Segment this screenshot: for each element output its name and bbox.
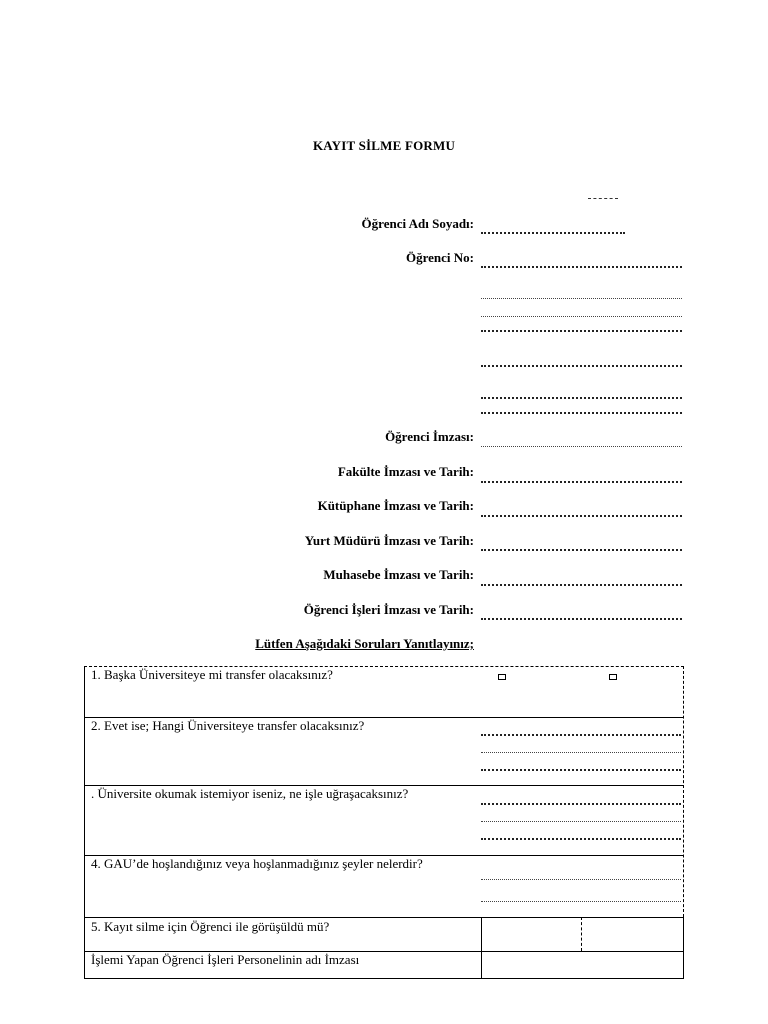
student-signature-line[interactable] — [481, 446, 682, 447]
student-affairs-signature-label: Öğrenci İşleri İmzası ve Tarih: — [303, 602, 474, 617]
answer-line[interactable] — [481, 734, 681, 736]
answer-line[interactable] — [481, 769, 681, 771]
decorative-dash — [588, 198, 618, 199]
question-3: . Üniversite okumak istemiyor iseniz, ne işle uğraşacaksınız? — [91, 786, 409, 801]
answer-line[interactable] — [481, 803, 681, 805]
dorm-signature-label: Yurt Müdürü İmzası ve Tarih: — [304, 533, 474, 548]
answer-line[interactable] — [481, 879, 681, 880]
student-affairs-signature-line[interactable] — [481, 618, 682, 620]
answer-line[interactable] — [481, 901, 681, 902]
library-signature-line[interactable] — [481, 515, 682, 517]
no-answer-cell[interactable] — [582, 918, 682, 951]
question-5: 5. Kayıt silme için Öğrenci ile görüşüldü mü? — [91, 919, 330, 934]
instruction-text: Lütfen Aşağıdaki Soruları Yanıtlayınız; — [255, 636, 474, 651]
table-border-bottom — [84, 978, 684, 979]
table-border-left — [84, 666, 85, 979]
answer-line[interactable] — [481, 821, 681, 822]
questions-table — [84, 666, 684, 979]
faculty-signature-label: Fakülte İmzası ve Tarih: — [337, 464, 474, 479]
blank-line[interactable] — [481, 397, 682, 399]
dorm-signature-line[interactable] — [481, 549, 682, 551]
blank-line[interactable] — [481, 412, 682, 414]
blank-line[interactable] — [481, 316, 682, 317]
accounting-signature-label: Muhasebe İmzası ve Tarih: — [323, 567, 474, 582]
student-name-line[interactable] — [481, 232, 625, 234]
form-title: KAYIT SİLME FORMU — [312, 138, 456, 153]
library-signature-label: Kütüphane İmzası ve Tarih: — [317, 498, 474, 513]
staff-signature-cell[interactable] — [482, 952, 682, 978]
student-no-label: Öğrenci No: — [406, 250, 474, 265]
blank-line[interactable] — [481, 365, 682, 367]
yes-checkbox[interactable] — [498, 674, 506, 680]
question-4: 4. GAU’de hoşlandığınız veya hoşlanmadığınız şeyler nelerdir? — [91, 856, 423, 871]
student-no-line[interactable] — [481, 266, 682, 268]
table-border-right — [683, 666, 684, 917]
faculty-signature-line[interactable] — [481, 481, 682, 483]
accounting-signature-line[interactable] — [481, 584, 682, 586]
option-underline — [628, 717, 682, 718]
student-signature-label: Öğrenci İmzası: — [385, 429, 474, 444]
no-checkbox[interactable] — [609, 674, 617, 680]
answer-line[interactable] — [481, 752, 681, 753]
table-border-right — [683, 917, 684, 979]
question-1: 1. Başka Üniversiteye mi transfer olacaksınız? — [91, 667, 333, 682]
yes-answer-cell[interactable] — [482, 918, 581, 951]
staff-name-signature-label: İşlemi Yapan Öğrenci İşleri Personelinin adı İmzası — [91, 952, 360, 967]
blank-line[interactable] — [481, 330, 682, 332]
blank-line[interactable] — [481, 298, 682, 299]
answer-line[interactable] — [481, 838, 681, 840]
question-2: 2. Evet ise; Hangi Üniversiteye transfer olacaksınız? — [91, 718, 365, 733]
student-name-label: Öğrenci Adı Soyadı: — [361, 216, 474, 231]
